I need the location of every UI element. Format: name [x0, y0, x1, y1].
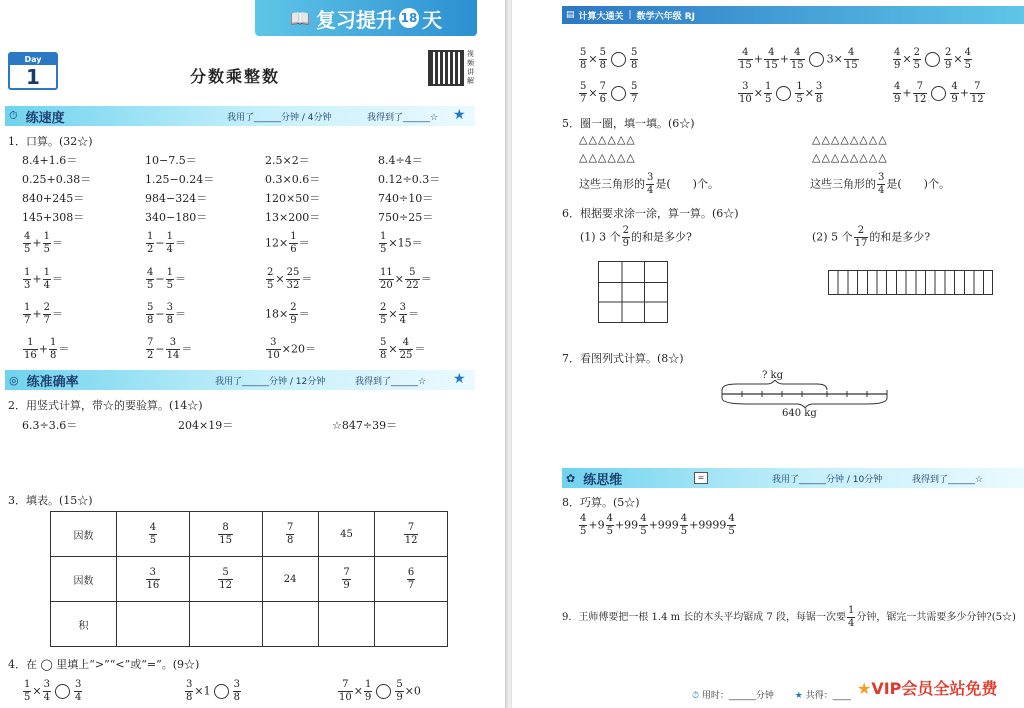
section-speed-got: 我得到了______☆ — [367, 112, 439, 123]
fraction: $\frac{2}{5}$ — [913, 47, 920, 71]
q3-cell — [375, 557, 448, 602]
fraction: $\frac{4}{9}$ — [894, 47, 901, 71]
compare-circle[interactable] — [776, 86, 791, 101]
fraction: $\frac{1}{6}$ — [290, 231, 297, 255]
q1-fraction-item: $\frac{4}{5}$ + $\frac{1}{5}$ ＝ — [24, 231, 63, 255]
header-brand: 计算大通关 — [578, 11, 624, 22]
day-badge-num: 1 — [26, 65, 40, 89]
fraction: $\frac{1}{5}$ — [764, 81, 772, 105]
fraction: $\frac{4}{5}$ — [580, 513, 587, 537]
fraction: $\frac{4}{5}$ — [964, 47, 971, 71]
q1-fraction-item: $\frac{5}{8}$ − $\frac{3}{8}$ ＝ — [147, 302, 186, 326]
fraction: $\frac{7}{9}$ — [343, 566, 350, 591]
fraction: $\frac{1}{7}$ — [24, 302, 31, 326]
q5-right-triangles-2: △△△△△△△△ — [812, 151, 888, 164]
right-header: ▤ 计算大通关 | 数学六年级 RJ — [562, 6, 1024, 24]
banner — [255, 0, 477, 36]
fraction: $\frac{2}{5}$ — [380, 302, 387, 326]
section-thinking-got: 我得到了______☆ — [912, 474, 984, 485]
q1-fraction-item: $\frac{1}{16}$ + $\frac{1}{8}$ ＝ — [24, 337, 70, 361]
fraction: $\frac{5}{7}$ — [580, 81, 587, 105]
fraction: $\frac{5}{22}$ — [405, 267, 419, 291]
section-thinking-used: 我用了______分钟 / 10分钟 — [772, 474, 883, 485]
q1-item: 10−7.5＝ — [145, 154, 197, 167]
compare-circle[interactable] — [376, 684, 391, 699]
q5-left-question: 这些三角形的 $\frac{3}{4}$ 是( )个。 — [579, 172, 719, 196]
fraction: $\frac{3}{14}$ — [166, 337, 180, 361]
q1-fraction-item: $\frac{1}{3}$ + $\frac{1}{4}$ ＝ — [24, 267, 63, 291]
q4-item: $\frac{4}{9}$ + $\frac{7}{12}$ $\frac{4}{9}$ + $\frac{7}{12}$ — [894, 81, 984, 105]
fraction: $\frac{7}{12}$ — [913, 81, 927, 105]
q4-item: $\frac{7}{10}$ × $\frac{1}{9}$ $\frac{5}{9}$ ×0 — [339, 679, 421, 703]
fraction: $\frac{1}{2}$ — [147, 231, 154, 255]
q1-item: 740÷10＝ — [378, 192, 434, 205]
q8-title: 8．巧算。(5☆) — [562, 496, 640, 509]
q1-item: 8.4+1.6＝ — [22, 154, 78, 167]
fraction: $\frac{5}{8}$ — [580, 47, 587, 71]
footer-score: 共得：____ — [805, 691, 851, 701]
day-badge-label: Day — [10, 54, 56, 65]
q3-title: 3．填表。(15☆) — [8, 494, 93, 507]
q4-item: $\frac{4}{9}$ × $\frac{2}{5}$ $\frac{2}{9}$ × $\frac{4}{5}$ — [894, 47, 971, 71]
q3-row1-label: 因数 — [51, 512, 117, 557]
q6-b-question: (2) 5 个 $\frac{2}{17}$ 的和是多少? — [812, 225, 931, 249]
compare-circle[interactable] — [55, 684, 70, 699]
section-accuracy-got: 我得到了______☆ — [355, 376, 427, 387]
q3-cell — [189, 512, 262, 557]
q4-item: $\frac{5}{8}$ × $\frac{5}{8}$ $\frac{5}{8}$ — [580, 47, 638, 71]
fraction: $\frac{3}{4}$ — [399, 302, 406, 326]
star-icon: ★ — [857, 679, 872, 698]
section-speed-used: 我用了______分钟 / 4分钟 — [227, 112, 332, 123]
clock-icon: ⏱ — [692, 691, 700, 701]
fraction: $\frac{4}{15}$ — [844, 47, 858, 71]
book-gutter — [505, 0, 512, 708]
q4-item: $\frac{4}{15}$ + $\frac{4}{15}$ + $\frac{4}{15}$ 3× $\frac{4}{15}$ — [739, 47, 858, 71]
q5-title: 5．圈一圈，填一填。(6☆) — [562, 117, 695, 130]
q1-item: 0.25+0.38＝ — [22, 173, 92, 186]
fraction: $\frac{7}{12}$ — [970, 81, 984, 105]
fraction: $\frac{11}{20}$ — [380, 267, 393, 291]
q1-item: 750÷25＝ — [378, 211, 434, 224]
fraction: $\frac{4}{9}$ — [894, 81, 901, 105]
q4-item: $\frac{5}{7}$ × $\frac{7}{6}$ $\frac{5}{7}$ — [580, 81, 638, 105]
q3-cell — [318, 557, 374, 602]
fraction: $\frac{1}{8}$ — [49, 337, 57, 361]
section-accuracy-bar — [5, 370, 475, 390]
q1-fraction-item: 18× $\frac{2}{9}$ ＝ — [265, 302, 310, 326]
q6-grid-3x3[interactable] — [598, 261, 668, 323]
fraction: $\frac{25}{32}$ — [286, 267, 300, 291]
q7-top-label: ? kg — [762, 370, 784, 381]
q6-title: 6．根据要求涂一涂，算一算。(6☆) — [562, 207, 739, 220]
fraction: $\frac{3}{4}$ — [43, 679, 50, 703]
header-grade: 数学六年级 RJ — [636, 11, 695, 22]
q1-item: 2.5×2＝ — [265, 154, 310, 167]
fraction: $\frac{7}{6}$ — [599, 81, 606, 105]
vip-watermark[interactable]: ★VIP会员全站免费 — [857, 679, 998, 698]
fraction: $\frac{7}{12}$ — [404, 521, 418, 546]
q8-expression: $\frac{4}{5}$ +9 $\frac{4}{5}$ +99 $\frac{4}{5}$ +999 $\frac{4}{5}$ +9999 $\frac{4}{5}$ — [580, 513, 735, 537]
fraction: $\frac{5}{7}$ — [630, 81, 638, 105]
q3-cell: 24 — [262, 557, 318, 602]
star-icon: ★ — [453, 107, 466, 123]
q4-item: $\frac{3}{8}$ ×1 $\frac{3}{8}$ — [186, 679, 240, 703]
compare-circle[interactable] — [809, 52, 824, 67]
q1-fraction-item: $\frac{2}{5}$ × $\frac{25}{32}$ ＝ — [267, 267, 313, 291]
fraction: $\frac{4}{5}$ — [728, 513, 735, 537]
fraction: $\frac{4}{25}$ — [399, 337, 413, 361]
q1-fraction-item: 12× $\frac{1}{6}$ ＝ — [265, 231, 310, 255]
q1-item: 8.4÷4＝ — [378, 154, 423, 167]
fraction: $\frac{5}{9}$ — [396, 679, 403, 703]
q1-fraction-item: $\frac{7}{2}$ − $\frac{3}{14}$ ＝ — [147, 337, 193, 361]
q3-cell — [117, 512, 190, 557]
fraction: $\frac{7}{2}$ — [147, 337, 154, 361]
fraction: $\frac{3}{8}$ — [166, 302, 173, 326]
section-accuracy-title: 练准确率 — [26, 374, 79, 390]
fraction: $\frac{4}{15}$ — [764, 47, 778, 71]
q5-left-triangles-1: △△△△△△ — [579, 133, 636, 146]
q7-line-diagram — [717, 380, 892, 408]
stopwatch-icon: ⏱ — [9, 109, 18, 122]
star-icon: ★ — [453, 371, 466, 387]
fraction: $\frac{5}{8}$ — [630, 47, 638, 71]
fraction: $\frac{1}{9}$ — [364, 679, 372, 703]
fraction: $\frac{3}{8}$ — [186, 679, 193, 703]
fraction: $\frac{4}{5}$ — [640, 513, 647, 537]
q5-right-question: 这些三角形的 $\frac{3}{4}$ 是( )个。 — [810, 172, 950, 196]
q7-bottom-label: 640 kg — [782, 408, 817, 419]
q1-item: 120×50＝ — [265, 192, 321, 205]
fraction: $\frac{3}{10}$ — [739, 81, 752, 105]
page-title: 分数乘整数 — [190, 67, 281, 86]
banner-title: 复习提升 — [315, 7, 396, 32]
q4-item: $\frac{1}{5}$ × $\frac{3}{4}$ $\frac{3}{4}$ — [24, 679, 82, 703]
fraction: $\frac{7}{8}$ — [286, 521, 294, 546]
fraction: $\frac{4}{15}$ — [739, 47, 752, 71]
q4-title: 4．在 ◯ 里填上“>”“<”或“=”。(9☆) — [8, 658, 200, 671]
q1-fraction-item: $\frac{11}{20}$ × $\frac{5}{22}$ ＝ — [380, 267, 432, 291]
q7-title: 7．看图列式计算。(8☆) — [562, 352, 684, 365]
calculator-icon: ▤ — [566, 10, 575, 20]
q5-right-triangles-1: △△△△△△△△ — [812, 133, 888, 146]
star-icon: ★ — [794, 691, 803, 701]
section-thinking-bar — [562, 468, 1024, 488]
fraction: $\frac{5}{12}$ — [219, 566, 232, 591]
q3-table — [50, 511, 448, 647]
q3-answer-cell[interactable] — [318, 602, 374, 647]
fraction: $\frac{2}{9}$ — [944, 47, 952, 71]
fraction: $\frac{3}{10}$ — [267, 337, 280, 361]
qr-code[interactable] — [428, 50, 464, 86]
q3-cell: 45 — [318, 512, 374, 557]
compare-circle[interactable] — [925, 52, 940, 67]
fraction: $\frac{1}{5}$ — [43, 231, 50, 255]
left-page — [0, 0, 505, 708]
footer-time: 用时：______分钟 — [701, 691, 774, 701]
q7-top-brace — [722, 380, 827, 390]
q3-answer-cell[interactable] — [375, 602, 448, 647]
brain-icon: ✿ — [566, 471, 576, 485]
q3-cell — [117, 557, 190, 602]
q1-fraction-item: $\frac{2}{5}$ × $\frac{3}{4}$ ＝ — [380, 302, 419, 326]
fraction: $\frac{1}{16}$ — [24, 337, 37, 361]
fraction: $\frac{3}{8}$ — [233, 679, 240, 703]
q1-item: 0.3×0.6＝ — [265, 173, 321, 186]
q3-cell — [189, 557, 262, 602]
fraction: $\frac{1}{5}$ — [166, 267, 173, 291]
right-page — [512, 0, 1024, 708]
q3-answer-cell[interactable] — [117, 602, 190, 647]
section-accuracy-used: 我用了______分钟 / 12分钟 — [215, 376, 326, 387]
fraction: $\frac{2}{5}$ — [267, 267, 274, 291]
q1-item: 340−180＝ — [145, 211, 208, 224]
fraction: $\frac{5}{8}$ — [147, 302, 154, 326]
q1-fraction-item: $\frac{5}{8}$ × $\frac{4}{25}$ ＝ — [380, 337, 426, 361]
fraction: $\frac{4}{5}$ — [147, 267, 154, 291]
q3-row2-label: 因数 — [51, 557, 117, 602]
fraction: $\frac{1}{4}$ — [166, 231, 173, 255]
fraction: $\frac{4}{5}$ — [680, 513, 688, 537]
fraction: $\frac{1}{5}$ — [380, 231, 387, 255]
q2-item-1: 6.3÷3.6＝ — [22, 419, 78, 432]
q9-question: 9．王师傅要把一根 1.4 m 长的木头平均锯成 7 段，每锯一次要 $\frac{1}{4}$ 分钟，锯完一共需要多少分钟?(5☆) — [562, 605, 1016, 629]
q1-item: 13×200＝ — [265, 211, 321, 224]
footer — [692, 688, 851, 701]
banner-day-num: 18 — [399, 8, 419, 28]
q1-item: 984−324＝ — [145, 192, 208, 205]
fraction: $\frac{4}{5}$ — [149, 521, 157, 546]
day-badge — [8, 52, 58, 90]
q4-item: $\frac{3}{10}$ × $\frac{1}{5}$ $\frac{1}{5}$ × $\frac{3}{8}$ — [739, 81, 823, 105]
q2-title: 2．用竖式计算，带☆的要验算。(14☆) — [8, 399, 203, 412]
fraction: $\frac{1}{5}$ — [24, 679, 31, 703]
q1-fraction-item: $\frac{1}{7}$ + $\frac{2}{7}$ ＝ — [24, 302, 63, 326]
fraction: $\frac{4}{9}$ — [951, 81, 958, 105]
banner-day-suffix: 天 — [421, 7, 442, 32]
book-icon: 📖 — [290, 8, 310, 28]
q3-answer-cell[interactable] — [189, 602, 262, 647]
fraction: $\frac{8}{15}$ — [219, 521, 232, 546]
fraction: $\frac{1}{5}$ — [796, 81, 803, 105]
q1-item: 0.12÷0.3＝ — [378, 173, 441, 186]
qr-small-icon[interactable]: = — [694, 472, 708, 484]
q1-item: 145+308＝ — [22, 211, 85, 224]
fraction: $\frac{3}{4}$ — [74, 679, 82, 703]
q6-a-question: (1) 3 个 $\frac{2}{9}$ 的和是多少? — [580, 225, 692, 249]
q1-fraction-item: $\frac{1}{5}$ ×15＝ — [380, 231, 423, 255]
compare-circle[interactable] — [611, 86, 626, 101]
q5-left-triangles-2: △△△△△△ — [579, 151, 636, 164]
fraction: $\frac{5}{8}$ — [380, 337, 387, 361]
q6-strip-17[interactable] — [828, 270, 993, 295]
fraction: $\frac{4}{5}$ — [24, 231, 31, 255]
qr-label: 视频讲解 — [467, 50, 474, 85]
q2-item-2: 204×19＝ — [178, 419, 234, 432]
fraction: $\frac{4}{15}$ — [790, 47, 804, 71]
q1-fraction-item: $\frac{1}{2}$ − $\frac{1}{4}$ ＝ — [147, 231, 186, 255]
fraction: $\frac{6}{7}$ — [407, 566, 415, 591]
q1-fraction-item: $\frac{4}{5}$ − $\frac{1}{5}$ ＝ — [147, 267, 186, 291]
fraction: $\frac{1}{4}$ — [43, 267, 50, 291]
target-icon: ◎ — [9, 373, 19, 387]
fraction: $\frac{2}{7}$ — [43, 302, 50, 326]
q3-cell — [262, 512, 318, 557]
fraction: $\frac{3}{8}$ — [815, 81, 823, 105]
section-thinking-title: 练思维 — [583, 472, 623, 488]
q3-cell — [375, 512, 448, 557]
q1-fraction-item: $\frac{3}{10}$ ×20＝ — [267, 337, 316, 361]
q1-title: 1．口算。(32☆) — [8, 135, 93, 148]
q3-row3-label: 积 — [51, 602, 117, 647]
fraction: $\frac{1}{3}$ — [24, 267, 31, 291]
q7-bottom-brace — [722, 398, 887, 408]
section-speed-bar — [5, 106, 475, 126]
fraction: $\frac{5}{8}$ — [599, 47, 606, 71]
q1-item: 840+245＝ — [22, 192, 85, 205]
compare-circle[interactable] — [611, 52, 626, 67]
compare-circle[interactable] — [931, 86, 946, 101]
q3-answer-cell[interactable] — [262, 602, 318, 647]
fraction: $\frac{3}{16}$ — [146, 566, 160, 591]
fraction: $\frac{7}{10}$ — [339, 679, 352, 703]
compare-circle[interactable] — [214, 684, 229, 699]
q2-item-3: ☆847÷39＝ — [332, 419, 398, 432]
fraction: $\frac{2}{9}$ — [290, 302, 297, 326]
q1-item: 1.25−0.24＝ — [145, 173, 215, 186]
fraction: $\frac{4}{5}$ — [606, 513, 613, 537]
section-speed-title: 练速度 — [25, 110, 65, 126]
